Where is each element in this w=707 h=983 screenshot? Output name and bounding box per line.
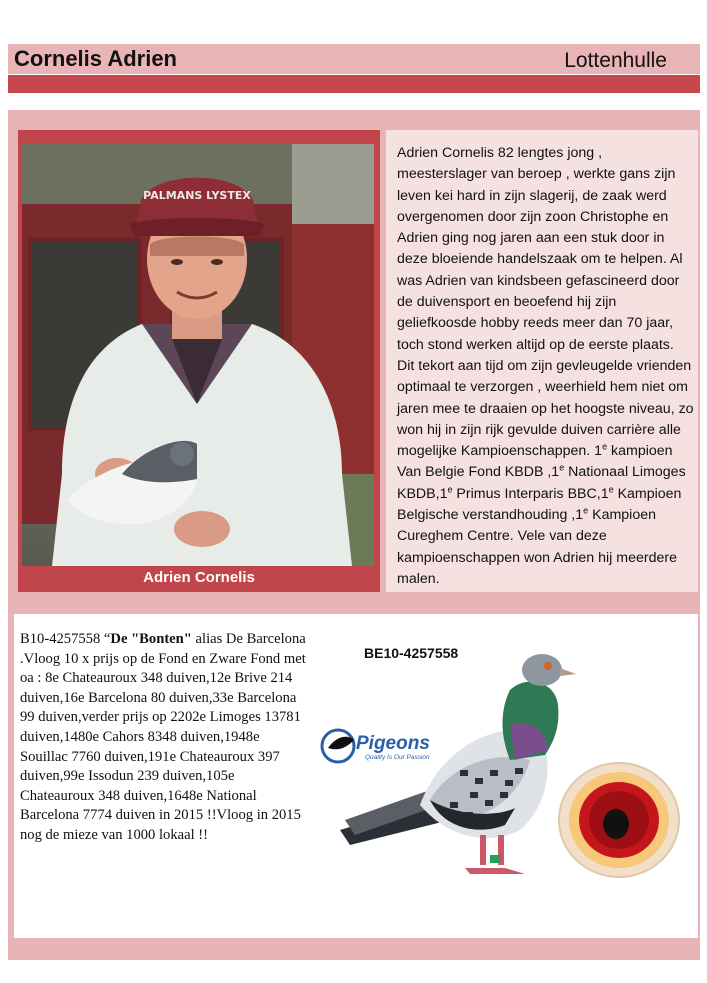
bio-sup-2: e — [559, 462, 565, 473]
bio-part-1: Adrien Cornelis 82 lengtes jong , meesterslager van beroep , werkte gans zijn leven kei hard in zijn slagerij, de zaak werd overgenomen door zijn zoon Christophe en Adrien ging nog jaren aan een stuk door in deze bloeiende handelszaak om te helpen. Al was Adrien van kindsbeen gefascineerd door de duivensport en beoefend hij zijn geliefkoosde hobby reeds meer dan 70 jaar, toch stond werken altijd op de eerste plaats. Dit tekort aan tijd om zijn gevleugelde vrienden optimaal te verzorgen , weerhield hem niet om jaren mee te draaien op het hoogste niveau, zo won hij in zijn rijk gevulde duiven carrière alle mogelijke Kampioenschappen. 1 — [397, 145, 694, 460]
portrait-illustration — [22, 144, 374, 566]
cap-text: PALMANS LYSTEX — [143, 189, 251, 202]
logo-tagline: Quality Is Our Passion — [365, 754, 430, 761]
pigeon-eye-illustration — [556, 760, 682, 880]
pedigree-nickname: De "Bonten" — [110, 631, 192, 647]
bio-part-3: Nationaal Limoges KBDB,1 — [397, 464, 686, 502]
header-bar — [8, 75, 700, 93]
logo-wordmark: Pigeons — [356, 733, 430, 754]
photo-caption: Adrien Cornelis — [143, 569, 255, 586]
page-title: Cornelis Adrien — [14, 46, 177, 71]
bio-part-5: Kampioen Belgische verstandhouding ,1 — [397, 485, 682, 524]
bio-sup-4: e — [608, 484, 614, 495]
bio-sup-1: e — [602, 441, 608, 452]
pedigree-text — [20, 630, 306, 846]
bio-part-4: Primus Interparis BBC,1 — [452, 485, 609, 502]
bio-text — [397, 143, 695, 590]
bio-sup-5: e — [583, 505, 589, 516]
town-label: Lottenhulle — [564, 49, 667, 72]
ring-number-label: BE10-4257558 — [364, 645, 459, 661]
pedigree-ring: B10-4257558 “ — [20, 631, 111, 647]
pedigree-results: alias De Barcelona .Vloog 10 x prijs op de Fond en Zware Fond met oa : 8e Chateauroux 348 duiven,12e Brive 214 duiven,16e Barcelona 80 duiven,33e Barcelona 99 duiven,verder prijs op 2202e Limoges 13781 duiven,1480e Cahors 8348 duiven,1948e Souillac 7760 duiven,191e Chateauroux 397 duiven,99e Issodun 239 duiven,105e Chateauroux 348 duiven,1648e National Barcelona 7774 duiven in 2015 !!Vloog in 2015 nog de mieze van 1000 lokaal !! — [20, 631, 306, 843]
bio-sup-3: e — [447, 484, 453, 495]
bio-part-6: Kampioen Cureghem Centre. Vele van deze kampioenschappen won Adrien hij meerdere malen. — [397, 507, 677, 587]
portrait-photo — [22, 144, 374, 566]
bio-part-2: kampioen Van Belgie Fond KBDB ,1 — [397, 443, 673, 481]
